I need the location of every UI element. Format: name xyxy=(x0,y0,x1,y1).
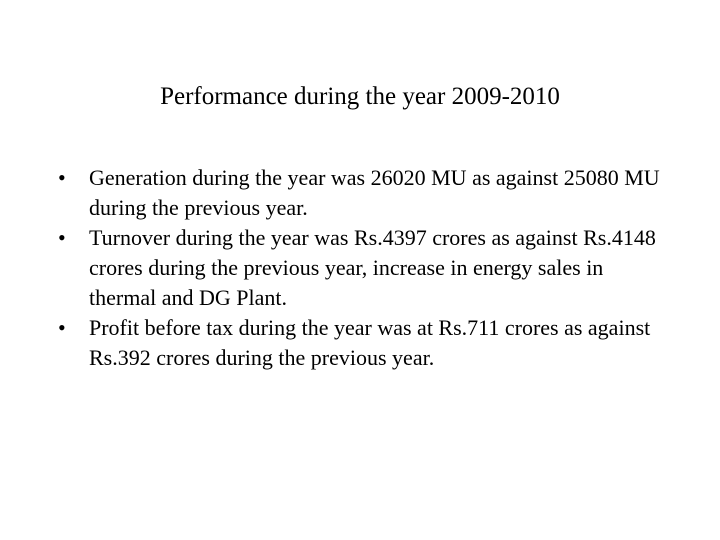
slide-title: Performance during the year 2009-2010 xyxy=(160,83,560,110)
bullet-icon: • xyxy=(58,315,66,340)
bullet-item-profit xyxy=(58,313,668,373)
bullet-text: Profit before tax during the year was at Rs.711 crores as against Rs.392 crores during the previous year. xyxy=(89,315,651,370)
bullet-list xyxy=(58,163,668,373)
bullet-text: Turnover during the year was Rs.4397 crores as against Rs.4148 crores during the previous year, increase in energy sales in thermal and DG Plant. xyxy=(89,225,656,310)
bullet-icon: • xyxy=(58,225,66,250)
bullet-item-turnover xyxy=(58,223,668,313)
bullet-icon: • xyxy=(58,165,66,190)
bullet-text: Generation during the year was 26020 MU as against 25080 MU during the previous year. xyxy=(89,165,660,220)
bullet-item-generation xyxy=(58,163,668,223)
